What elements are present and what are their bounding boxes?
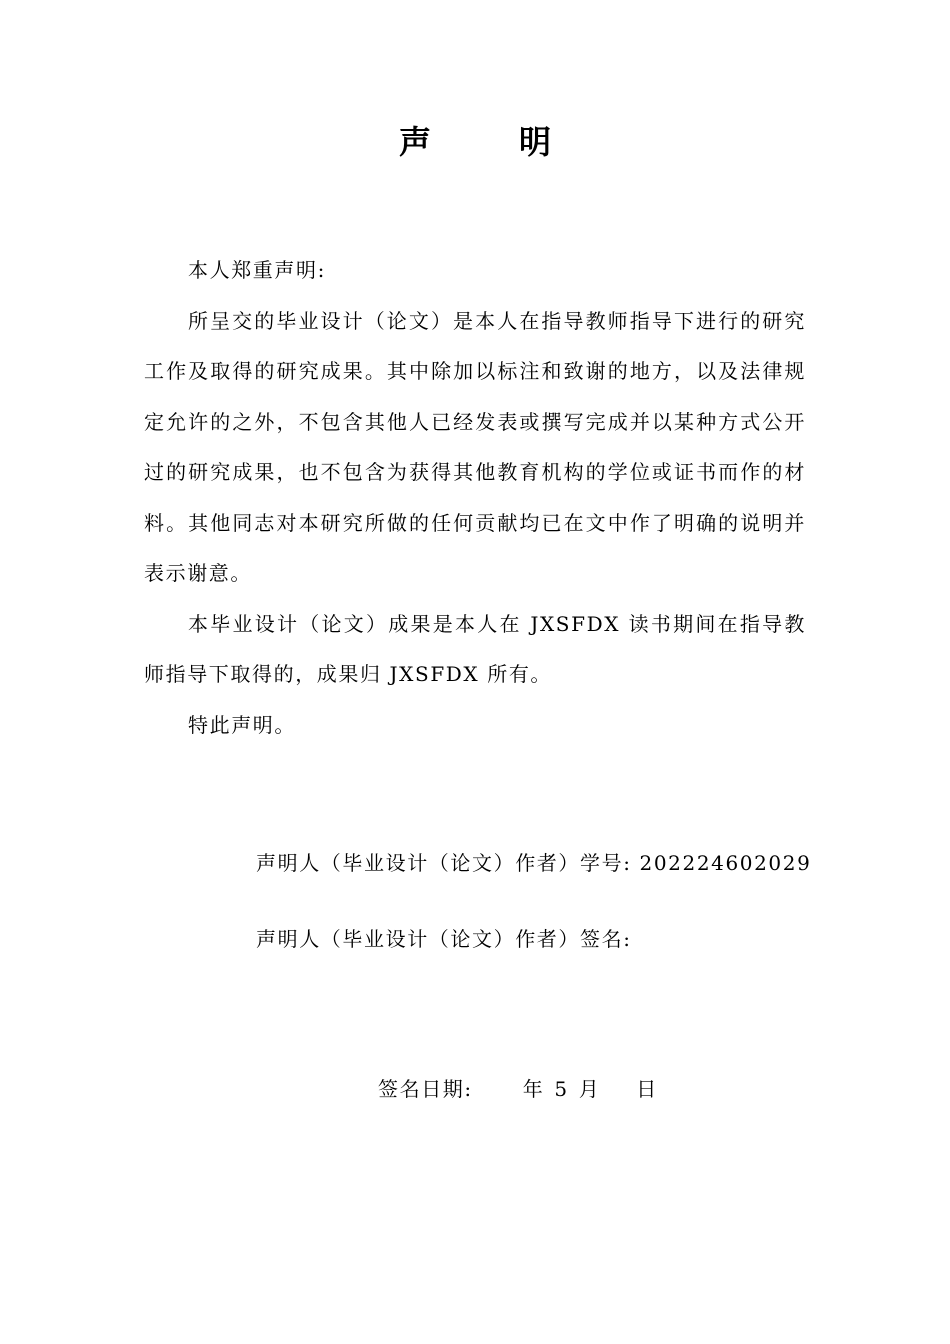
date-year-unit: 年 bbox=[522, 1077, 545, 1101]
date-day-unit: 日 bbox=[636, 1077, 658, 1101]
student-id-label: 声明人（毕业设计（论文）作者）学号: bbox=[256, 851, 632, 875]
date-month-value: 5 bbox=[554, 1077, 569, 1101]
page-title bbox=[0, 118, 950, 166]
ownership-paragraph: 本毕业设计（论文）成果是本人在 JXSFDX 读书期间在指导教师指导下取得的，成果归 JXSFDX 所有。 bbox=[144, 611, 806, 686]
opening-paragraph: 本人郑重声明: bbox=[188, 258, 326, 282]
title-char-1: 声 bbox=[398, 123, 431, 161]
student-id-line bbox=[256, 848, 811, 878]
signature-date-line bbox=[378, 1074, 658, 1104]
signature-line bbox=[256, 924, 632, 954]
declaration-body bbox=[144, 245, 806, 750]
signature-label: 声明人（毕业设计（论文）作者）签名: bbox=[256, 927, 632, 951]
date-label: 签名日期: bbox=[378, 1077, 473, 1101]
closing-paragraph: 特此声明。 bbox=[188, 712, 296, 737]
originality-paragraph: 所呈交的毕业设计（论文）是本人在指导教师指导下进行的研究工作及取得的研究成果。其中除加以标注和致谢的地方，以及法律规定允许的之外，不包含其他人已经发表或撰写完成并以某种方式公开过的研究成果，也不包含为获得其他教育机构的学位或证书而作的材料。其他同志对本研究所做的任何贡献均已在文中作了明确的说明并表示谢意。 bbox=[144, 308, 806, 585]
date-month-unit: 月 bbox=[578, 1077, 601, 1101]
title-char-2: 明 bbox=[519, 123, 552, 161]
student-id-value: 202224602029 bbox=[639, 851, 812, 875]
